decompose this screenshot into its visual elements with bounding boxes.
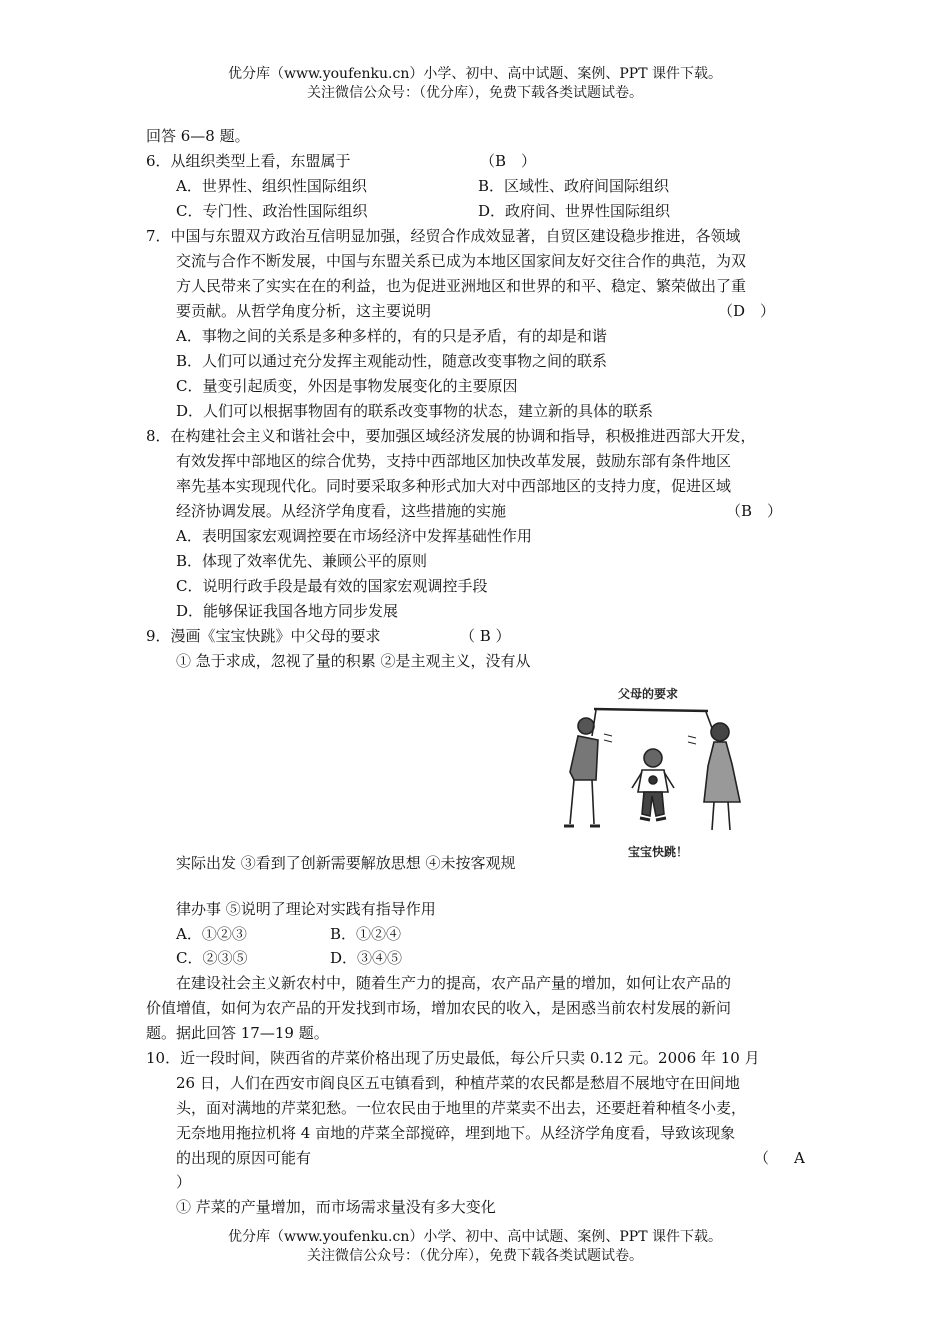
q9-statement-line-3: 律办事 ⑤说明了理论对实践有指导作用 [176, 900, 436, 918]
child-figure [632, 749, 674, 820]
q9-option-d: D．③④⑤ [330, 949, 403, 967]
q7-answer: （D ） [718, 302, 776, 320]
q10-answer-close: ） [176, 1173, 192, 1191]
q7-option-c: C．量变引起质变，外因是事物发展变化的主要原因 [176, 377, 518, 395]
cartoon-caption: 宝宝快跳！ [628, 845, 689, 859]
header-line-1: 优分库（www.youfenku.cn）小学、初中、高中试题、案例、PPT 课件下载。 [227, 66, 722, 82]
q9-option-b: B．①②④ [330, 925, 402, 943]
q6-option-b: B．区域性、政府间国际组织 [478, 177, 670, 195]
q8-line-4: 经济协调发展。从经济学角度看，这些措施的实施 [176, 502, 507, 520]
father-figure [564, 710, 612, 826]
passage-line-3: 题。据此回答 17—19 题。 [146, 1024, 329, 1042]
page-footer [0, 1228, 950, 1266]
q7-line-4: 要贡献。从哲学角度分析，这主要说明 [176, 302, 432, 320]
q6-stem: 6．从组织类型上看，东盟属于 [146, 152, 351, 170]
cartoon-drawing [556, 684, 750, 862]
q6-option-a: A．世界性、组织性国际组织 [176, 177, 367, 195]
q10-option-1: ① 芹菜的产量增加，而市场需求量没有多大变化 [176, 1198, 496, 1216]
header-line-2: 关注微信公众号：（优分库），免费下载各类试题试卷。 [307, 85, 643, 101]
q7-line-3: 方人民带来了实实在在的利益，也为促进亚洲地区和世界的和平、稳定、繁荣做出了重 [176, 277, 747, 295]
q7-option-a: A．事物之间的关系是多种多样的，有的只是矛盾，有的却是和谐 [176, 327, 607, 345]
q7-option-b: B．人们可以通过充分发挥主观能动性，随意改变事物之间的联系 [176, 352, 608, 370]
q6-answer: （B ） [480, 152, 537, 170]
q9-statement-line-2: 实际出发 ③看到了创新需要解放思想 ④未按客观规 [176, 854, 516, 872]
q10-line-3: 头，面对满地的芹菜犯愁。一位农民由于地里的芹菜卖不出去，还要赶着种植冬小麦， [176, 1099, 747, 1117]
footer-line-1: 优分库（www.youfenku.cn）小学、初中、高中试题、案例、PPT 课件下载。 [227, 1229, 722, 1245]
q10-line-5: 的出现的原因可能有 [176, 1149, 312, 1167]
q8-line-1: 8．在构建社会主义和谐社会中，要加强区域经济发展的协调和指导，积极推进西部大开发， [146, 427, 756, 445]
q10-answer-open: （ [754, 1149, 770, 1167]
q7-line-1: 7．中国与东盟双方政治互信明显加强，经贸合作成效显著，自贸区建设稳步推进，各领域 [146, 227, 741, 245]
passage-line-2: 价值增值，如何为农产品的开发找到市场，增加农民的收入，是困惑当前农村发展的新问 [146, 999, 732, 1017]
q8-option-b: B．体现了效率优先、兼顾公平的原则 [176, 552, 428, 570]
q10-line-4: 无奈地用拖拉机将 4 亩地的芹菜全部搅碎，埋到地下。从经济学角度看，导致该现象 [176, 1124, 736, 1142]
cartoon-illustration [556, 684, 750, 862]
footer-line-2: 关注微信公众号：（优分库），免费下载各类试题试卷。 [307, 1248, 643, 1264]
q8-option-d: D．能够保证我国各地方同步发展 [176, 602, 399, 620]
q6-option-d: D．政府间、世界性国际组织 [478, 202, 671, 220]
q8-line-3: 率先基本实现现代化。同时要采取多种形式加大对中西部地区的支持力度，促进区域 [176, 477, 732, 495]
q8-answer: （B ） [726, 502, 783, 520]
cartoon-title: 父母的要求 [618, 687, 679, 701]
q8-option-c: C．说明行政手段是最有效的国家宏观调控手段 [176, 577, 488, 595]
q9-answer: （ B ） [460, 627, 511, 645]
q9-stem: 9．漫画《宝宝快跳》中父母的要求 [146, 627, 381, 645]
q7-line-2: 交流与合作不断发展，中国与东盟关系已成为本地区国家间友好交往合作的典范，为双 [176, 252, 747, 270]
q9-statement-line-1: ① 急于求成，忽视了量的积累 ②是主观主义，没有从 [176, 652, 531, 670]
mother-figure [688, 712, 740, 830]
q6-option-c: C．专门性、政治性国际组织 [176, 202, 368, 220]
passage-line-1: 在建设社会主义新农村中，随着生产力的提高，农产品产量的增加，如何让农产品的 [176, 974, 732, 992]
intro-text: 回答 6—8 题。 [146, 127, 250, 145]
q8-line-2: 有效发挥中部地区的综合优势，支持中西部地区加快改革发展，鼓励东部有条件地区 [176, 452, 732, 470]
q8-option-a: A．表明国家宏观调控要在市场经济中发挥基础性作用 [176, 527, 532, 545]
bar-line [594, 709, 708, 711]
q7-option-d: D．人们可以根据事物固有的联系改变事物的状态，建立新的具体的联系 [176, 402, 654, 420]
q9-option-c: C．②③⑤ [176, 949, 248, 967]
q10-answer-letter: A [794, 1149, 805, 1167]
page-header [0, 65, 950, 103]
q10-line-2: 26 日，人们在西安市阎良区五屯镇看到，种植芹菜的农民都是愁眉不展地守在田间地 [176, 1074, 740, 1092]
q9-option-a: A．①②③ [176, 925, 247, 943]
q10-line-1: 10．近一段时间，陕西省的芹菜价格出现了历史最低，每公斤只卖 0.12 元。2006 年 10 月 [146, 1049, 760, 1067]
